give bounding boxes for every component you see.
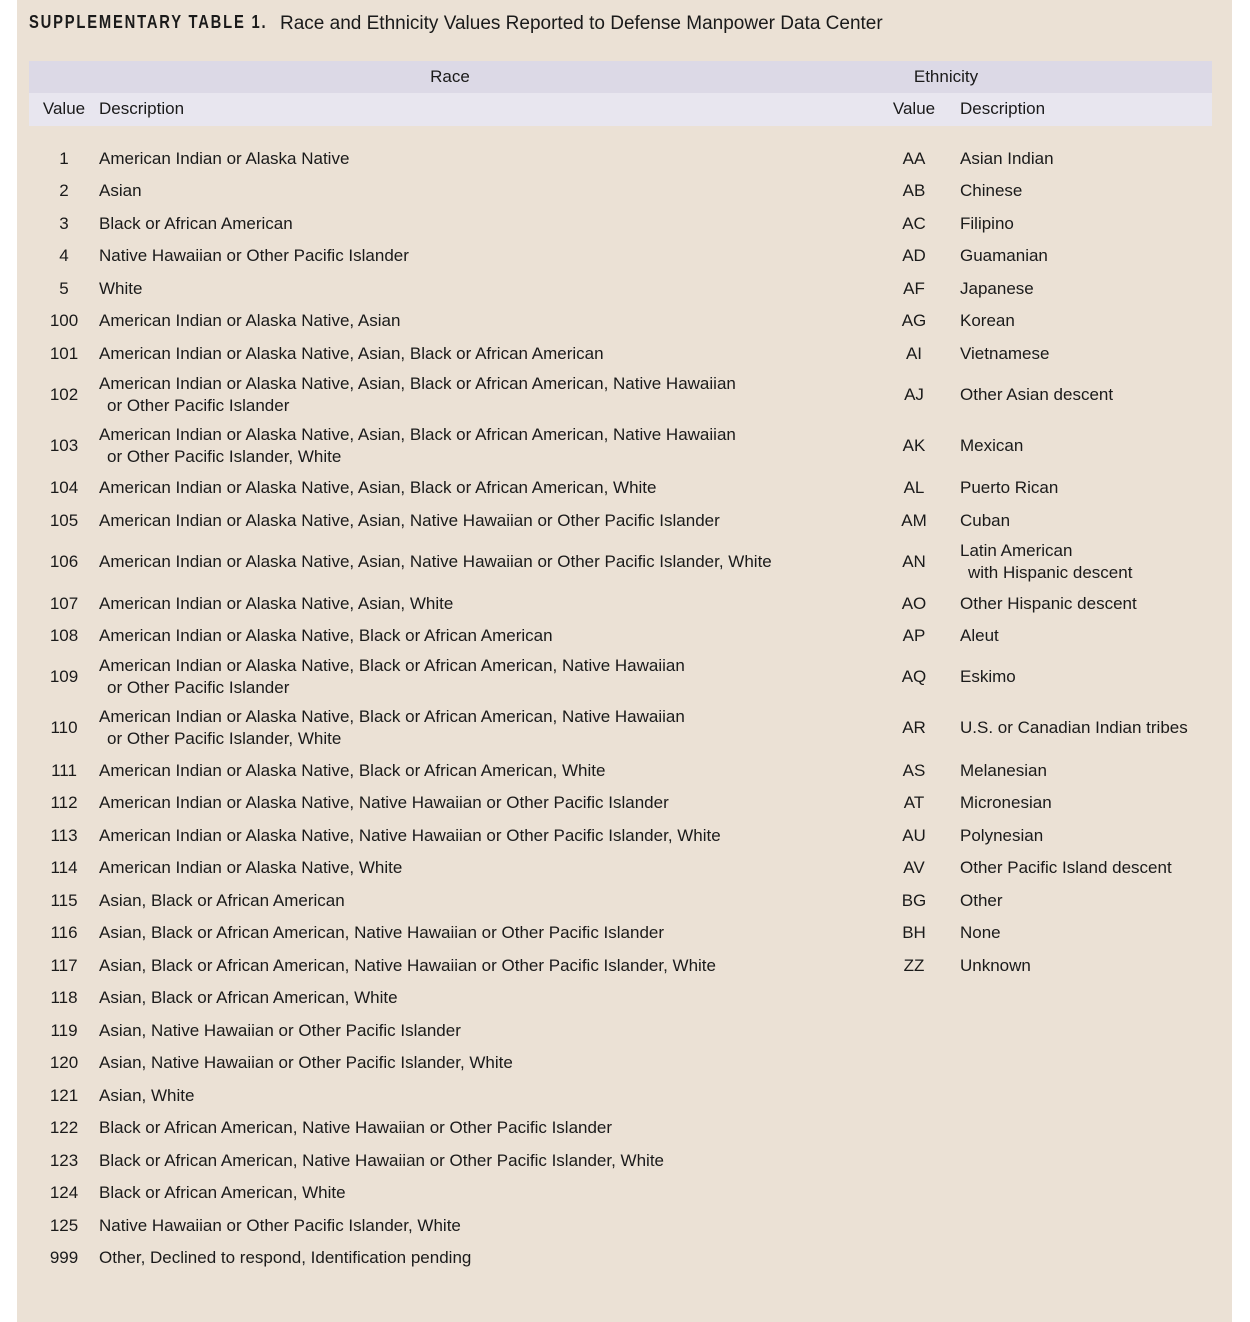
ethnicity-description-cell: Mexican [960, 436, 1024, 455]
ethnicity-value-cell: AD [902, 246, 926, 265]
race-description-cell: Black or African American [99, 214, 293, 233]
ethnicity-description-cell: Unknown [960, 956, 1031, 975]
group-header-row [29, 61, 1212, 93]
race-description-cell: or Other Pacific Islander [107, 678, 290, 697]
race-description-cell: American Indian or Alaska Native, Asian, Native Hawaiian or Other Pacific Islander, White [99, 552, 772, 571]
ethnicity-value-cell: AN [902, 552, 926, 571]
race-description-cell: Native Hawaiian or Other Pacific Islander [99, 246, 409, 265]
race-group-header: Race [430, 67, 470, 86]
ethnicity-value-cell: BG [901, 891, 927, 910]
ethnicity-value-cell: AP [902, 626, 926, 645]
ethnicity-description-cell: Cuban [960, 511, 1011, 530]
ethnicity-description-cell: Other Hispanic descent [960, 594, 1137, 613]
race-value-cell: 122 [49, 1118, 79, 1137]
ethnicity-value-cell: AR [902, 718, 926, 737]
ethnicity-description-cell: Vietnamese [960, 344, 1050, 363]
ethnicity-value-cell: BH [902, 923, 926, 942]
ethnicity-description-cell: U.S. or Canadian Indian tribes [960, 718, 1188, 737]
ethnicity-description-cell: with Hispanic descent [968, 563, 1133, 582]
race-description-cell: American Indian or Alaska Native, Asian [99, 311, 401, 330]
race-value-cell: 121 [49, 1086, 79, 1105]
race-description-cell: Asian, Black or African American, Native Hawaiian or Other Pacific Islander [99, 923, 665, 942]
race-description-cell: American Indian or Alaska Native, Black or African American [99, 626, 553, 645]
ethnicity-description-cell: Japanese [960, 279, 1034, 298]
race-value-header: Value [42, 99, 86, 118]
race-description-cell: Native Hawaiian or Other Pacific Islander, White [99, 1216, 461, 1235]
race-value-cell: 108 [49, 626, 79, 645]
race-description-cell: Asian, Black or African American, Native Hawaiian or Other Pacific Islander, White [99, 956, 716, 975]
race-description-cell: American Indian or Alaska Native, White [99, 858, 403, 877]
ethnicity-value-cell: AQ [901, 667, 927, 686]
race-value-cell: 105 [49, 511, 79, 530]
race-value-cell: 106 [49, 552, 79, 571]
ethnicity-description-cell: Eskimo [960, 667, 1016, 686]
ethnicity-description-cell: Asian Indian [960, 149, 1054, 168]
ethnicity-description-cell: Micronesian [960, 793, 1052, 812]
ethnicity-description-cell: None [960, 923, 1001, 942]
table-caption: Race and Ethnicity Values Reported to Defense Manpower Data Center [280, 13, 883, 34]
ethnicity-description-cell: Korean [960, 311, 1015, 330]
race-description-cell: White [99, 279, 143, 298]
race-value-cell: 112 [50, 793, 78, 812]
race-description-cell: Asian [99, 181, 142, 200]
race-value-cell: 102 [49, 385, 79, 404]
race-value-cell: 999 [49, 1248, 79, 1267]
ethnicity-value-cell: AM [901, 511, 927, 530]
ethnicity-value-cell: ZZ [903, 956, 925, 975]
race-description-cell: or Other Pacific Islander, White [107, 447, 342, 466]
race-description-cell: American Indian or Alaska Native, Native Hawaiian or Other Pacific Islander [99, 793, 669, 812]
ethnicity-value-cell: AB [902, 181, 926, 200]
ethnicity-value-cell: AF [903, 279, 925, 298]
race-value-cell: 119 [50, 1021, 78, 1040]
race-value-cell: 124 [49, 1183, 79, 1202]
race-description-cell: American Indian or Alaska Native, Asian, Black or African American, White [99, 478, 657, 497]
race-value-cell: 3 [59, 214, 69, 233]
race-description-cell: Asian, Native Hawaiian or Other Pacific Islander [99, 1021, 461, 1040]
race-value-cell: 103 [49, 436, 79, 455]
ethnicity-description-cell: Guamanian [960, 246, 1048, 265]
race-value-cell: 2 [59, 181, 69, 200]
race-description-header: Description [99, 99, 185, 118]
race-description-cell: Asian, Black or African American [99, 891, 345, 910]
ethnicity-description-cell: Other Pacific Island descent [960, 858, 1172, 877]
ethnicity-value-cell: AA [902, 149, 926, 168]
ethnicity-value-cell: AC [902, 214, 926, 233]
ethnicity-description-cell: Aleut [960, 626, 999, 645]
race-description-cell: American Indian or Alaska Native, Black or African American, Native Hawaiian [99, 707, 685, 726]
ethnicity-value-cell: AU [902, 826, 926, 845]
ethnicity-value-cell: AO [901, 594, 927, 613]
race-description-cell: Black or African American, Native Hawaiian or Other Pacific Islander, White [99, 1151, 665, 1170]
race-description-cell: Other, Declined to respond, Identification pending [99, 1248, 472, 1267]
race-description-cell: Asian, Black or African American, White [99, 988, 398, 1007]
ethnicity-description-cell: Puerto Rican [960, 478, 1059, 497]
race-description-cell: Black or African American, Native Hawaiian or Other Pacific Islander [99, 1118, 613, 1137]
race-value-cell: 101 [49, 344, 79, 363]
ethnicity-value-cell: AG [901, 311, 927, 330]
race-value-cell: 4 [59, 246, 69, 265]
race-value-cell: 113 [50, 826, 78, 845]
ethnicity-value-header: Value [892, 99, 936, 118]
ethnicity-description-cell: Latin American [960, 541, 1073, 560]
table-title [29, 12, 883, 38]
ethnicity-description-cell: Chinese [960, 181, 1023, 200]
race-value-cell: 100 [49, 311, 79, 330]
ethnicity-description-cell: Other Asian descent [960, 385, 1114, 404]
ethnicity-value-cell: AS [902, 761, 926, 780]
ethnicity-value-cell: AV [903, 858, 925, 877]
race-description-cell: Asian, White [99, 1086, 195, 1105]
ethnicity-group-header: Ethnicity [913, 67, 979, 86]
race-value-cell: 120 [49, 1053, 79, 1072]
race-description-cell: American Indian or Alaska Native, Black or African American, Native Hawaiian [99, 656, 685, 675]
race-value-cell: 117 [50, 956, 78, 975]
race-value-cell: 116 [50, 923, 78, 942]
race-value-cell: 110 [50, 718, 78, 737]
race-value-cell: 115 [50, 891, 78, 910]
race-value-cell: 125 [49, 1216, 79, 1235]
race-description-cell: American Indian or Alaska Native, Asian, Black or African American [99, 344, 604, 363]
ethnicity-description-cell: Filipino [960, 214, 1014, 233]
ethnicity-value-cell: AL [903, 478, 925, 497]
race-description-cell: American Indian or Alaska Native, Asian, Black or African American, Native Hawaiian [99, 374, 736, 393]
race-description-cell: Asian, Native Hawaiian or Other Pacific Islander, White [99, 1053, 513, 1072]
race-description-cell: Black or African American, White [99, 1183, 346, 1202]
ethnicity-value-cell: AK [902, 436, 926, 455]
race-value-cell: 118 [50, 988, 78, 1007]
race-value-cell: 5 [59, 279, 69, 298]
race-description-cell: or Other Pacific Islander, White [107, 729, 342, 748]
race-description-cell: American Indian or Alaska Native, Asian, Black or African American, Native Hawaiian [99, 425, 736, 444]
race-value-cell: 114 [50, 858, 78, 877]
ethnicity-description-cell: Other [960, 891, 1003, 910]
race-value-cell: 109 [49, 667, 79, 686]
race-value-cell: 104 [49, 478, 79, 497]
race-description-cell: American Indian or Alaska Native [99, 149, 350, 168]
race-value-cell: 107 [49, 594, 79, 613]
ethnicity-value-cell: AT [903, 793, 925, 812]
ethnicity-value-cell: AI [905, 344, 923, 363]
race-description-cell: American Indian or Alaska Native, Native Hawaiian or Other Pacific Islander, White [99, 826, 721, 845]
race-description-cell: American Indian or Alaska Native, Black or African American, White [99, 761, 606, 780]
race-description-cell: American Indian or Alaska Native, Asian, White [99, 594, 454, 613]
ethnicity-description-cell: Polynesian [960, 826, 1044, 845]
race-description-cell: or Other Pacific Islander [107, 396, 290, 415]
race-value-cell: 1 [59, 149, 69, 168]
ethnicity-description-cell: Melanesian [960, 761, 1047, 780]
race-value-cell: 123 [49, 1151, 79, 1170]
ethnicity-description-header: Description [960, 99, 1046, 118]
ethnicity-value-cell: AJ [904, 385, 924, 404]
table-label: SUPPLEMENTARY TABLE 1. [29, 12, 268, 32]
race-value-cell: 111 [51, 761, 77, 780]
race-description-cell: American Indian or Alaska Native, Asian, Native Hawaiian or Other Pacific Islander [99, 511, 720, 530]
